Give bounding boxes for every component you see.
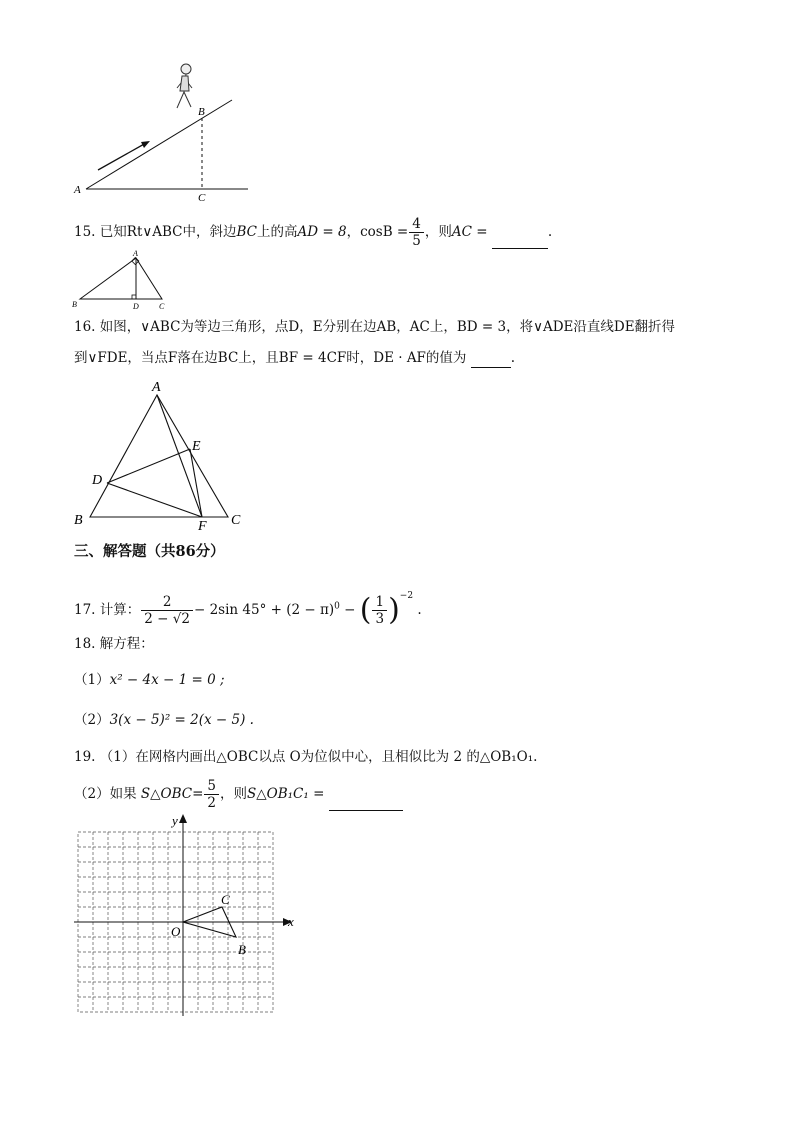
q16-answer-blank[interactable] bbox=[471, 353, 511, 368]
label-x: x bbox=[288, 914, 294, 929]
q15-number: 15. bbox=[74, 224, 96, 240]
question-18-part1 bbox=[74, 670, 225, 690]
q15-text-mid: 上的高 bbox=[257, 224, 298, 240]
q18-p2-label: （2） bbox=[74, 712, 110, 728]
label-c: C bbox=[159, 302, 165, 311]
q15-cos: cosB = bbox=[360, 224, 409, 240]
label-y: y bbox=[172, 813, 178, 828]
q19-then: ，则 bbox=[220, 786, 247, 802]
right-angle-mark-d bbox=[132, 295, 136, 299]
q19-s-obc: S△OBC= bbox=[140, 786, 204, 802]
label-f: F bbox=[198, 519, 207, 532]
label-c: C bbox=[231, 513, 241, 528]
label-b: B bbox=[198, 106, 205, 118]
q17-inner-fraction: $\frac{1}{3}$ bbox=[372, 594, 387, 627]
label-b: B bbox=[238, 942, 246, 957]
label-a: A bbox=[152, 380, 161, 395]
segment-df bbox=[107, 483, 202, 517]
q15-then: ，则 bbox=[424, 224, 452, 240]
label-a: A bbox=[133, 249, 138, 258]
q17-number: 17. bbox=[74, 602, 96, 618]
q18-p1-eq: x² − 4x − 1 = 0 ; bbox=[109, 672, 225, 688]
label-b: B bbox=[72, 300, 77, 309]
y-axis-arrow-icon bbox=[179, 814, 187, 823]
q15-ad: AD = 8 bbox=[297, 224, 347, 240]
q19-number: 19. bbox=[74, 749, 96, 765]
label-a: A bbox=[74, 184, 81, 196]
question-19-part2 bbox=[74, 778, 403, 811]
q19-part1: （1）在网格内画出△OBC以点 O为位似中心，且相似比为 2 的△OB₁O₁. bbox=[99, 749, 538, 765]
question-18-part2 bbox=[74, 710, 254, 730]
question-18 bbox=[74, 634, 154, 654]
question-16 bbox=[74, 317, 675, 337]
question-17 bbox=[74, 582, 422, 627]
q15-ac: AC = bbox=[451, 224, 488, 240]
q16-end: . bbox=[510, 350, 516, 366]
q18-label: 解方程： bbox=[99, 636, 154, 652]
q17-minus: − bbox=[344, 602, 356, 618]
q16-line2-text: 到∨FDE，当点F落在边BC上，且BF = 4CF时，DE · AF的值为 bbox=[74, 350, 467, 366]
q17-part2: − 2sin 45° + (2 − π) bbox=[193, 602, 335, 618]
q15-sep: ， bbox=[346, 224, 361, 240]
q19-fraction: $\frac{5}{2}$ bbox=[204, 778, 219, 811]
q17-end: . bbox=[417, 602, 422, 618]
q18-p1-label: （1） bbox=[74, 672, 110, 688]
figure-q16-triangle bbox=[70, 377, 250, 532]
label-b: B bbox=[74, 513, 83, 528]
label-d: D bbox=[133, 302, 139, 311]
arrow-head-icon bbox=[141, 141, 150, 148]
triangle-abc bbox=[90, 395, 228, 517]
q16-line1: 如图，∨ABC为等边三角形，点D，E分别在边AB，AC上，BD = 3，将∨ADE沿直线DE翻折得 bbox=[99, 319, 676, 335]
q18-p2-eq: 3(x − 5)² = 2(x − 5) . bbox=[109, 712, 254, 728]
q17-left-paren: ( bbox=[359, 592, 372, 628]
q17-exp0: 0 bbox=[334, 601, 340, 612]
label-e: E bbox=[192, 439, 201, 454]
q19-answer-blank[interactable] bbox=[329, 796, 403, 811]
label-c: C bbox=[221, 892, 230, 907]
label-o: O bbox=[171, 924, 181, 939]
figure-q15-triangle bbox=[70, 246, 170, 312]
slope-line bbox=[86, 100, 232, 189]
q18-number: 18. bbox=[74, 636, 96, 652]
q17-label: 计算： bbox=[99, 602, 141, 618]
q16-number: 16. bbox=[74, 319, 96, 335]
q15-text-pre: 已知Rt∨ABC中，斜边 bbox=[99, 224, 237, 240]
q15-answer-blank[interactable] bbox=[492, 234, 548, 249]
triangle-abc bbox=[80, 258, 162, 299]
q15-fraction: $\frac{4}{5}$ bbox=[409, 216, 424, 249]
walking-person-icon bbox=[177, 64, 192, 108]
question-16-line2 bbox=[74, 348, 515, 368]
figure-q19-grid bbox=[70, 810, 310, 1025]
segment-ef bbox=[190, 449, 202, 517]
segment-de bbox=[107, 449, 190, 483]
q17-right-paren: ) bbox=[388, 592, 400, 628]
q19-p2-label: （2）如果 bbox=[74, 786, 137, 802]
q15-end: . bbox=[547, 224, 553, 240]
label-c: C bbox=[198, 192, 206, 204]
q17-exp: −2 bbox=[399, 591, 414, 601]
question-15 bbox=[74, 216, 552, 249]
q19-s-ob1c1: S△OB₁C₁ = bbox=[247, 786, 325, 802]
section-3-heading: 三、解答题（共86分） bbox=[74, 543, 225, 560]
question-19 bbox=[74, 747, 537, 767]
segment-af bbox=[157, 395, 202, 517]
q15-bc: BC bbox=[236, 224, 258, 240]
label-d: D bbox=[92, 473, 103, 488]
figure-q14-slope bbox=[70, 58, 260, 208]
q17-fraction: $\frac{2}{2 - √2}$ bbox=[141, 594, 193, 627]
